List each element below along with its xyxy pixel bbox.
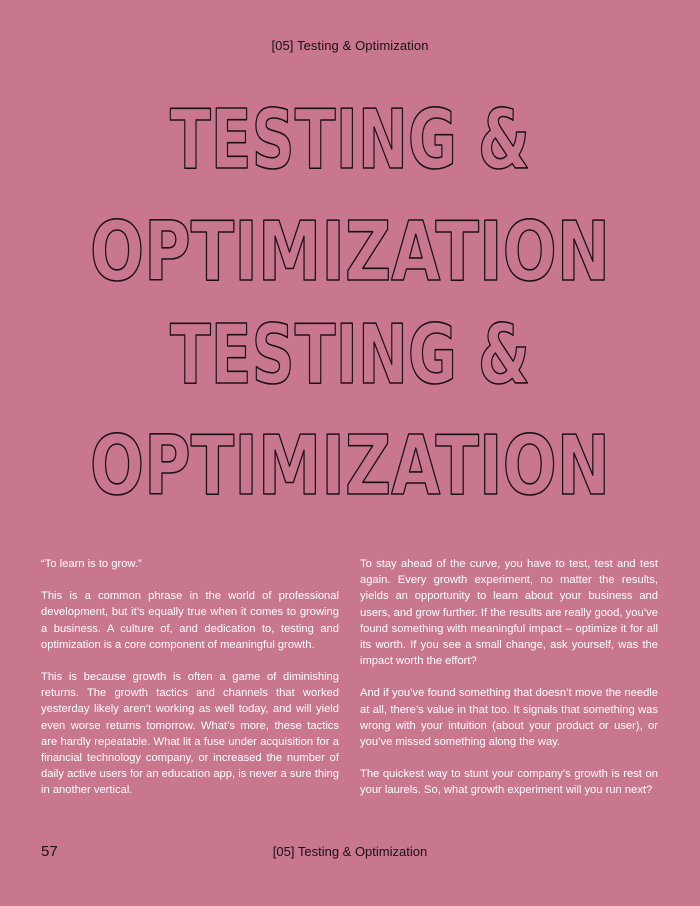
paragraph: “To learn is to grow.” [41, 558, 142, 570]
running-header: [05] Testing & Optimization [271, 38, 429, 53]
paragraph: And if you’ve found something that doesn’t move the needle at all, there’s value in that too. It signals that something was wrong with your intuition (about your product or user), or you’ve missed something along the way. [360, 687, 658, 749]
body-column-right [360, 556, 658, 815]
paragraph: This is a common phrase in the world of professional development, but it’s equally true when it comes to growing a business. A culture of, and dedication to, testing and optimization is a core component of meaningful growth. [41, 590, 339, 651]
hero-line-1: TESTING & [170, 93, 530, 188]
hero-line-3: TESTING & [170, 308, 530, 403]
paragraph: The quickest way to stunt your company’s growth is rest on your laurels. So, what growth experiment will you run next? [360, 768, 658, 797]
footer-section-title: [05] Testing & Optimization [272, 844, 428, 859]
hero-title-svg [0, 86, 700, 506]
paragraph: This is because growth is often a game of diminishing returns. The growth tactics and channels that worked yesterday likely aren’t working as well today, and will yield even worse returns tomorrow. What’s more, these tactics are hardly repeatable. What lit a fuse under acquisition for a financial technology company, or increased the number of daily active users for an education app, is never a sure thing in another vertical. [41, 671, 339, 797]
hero-line-4: OPTIMIZATION [90, 419, 610, 506]
hero-line-2: OPTIMIZATION [90, 205, 610, 300]
body-column-left [41, 556, 339, 815]
hero-title [0, 86, 700, 506]
page-number: 57 [41, 843, 58, 860]
paragraph: To stay ahead of the curve, you have to test, test and test again. Every growth experiment, no matter the results, yields an opportunity to learn about your business and users, and grow further. If the results are really good, you’ve found something with meaningful impact – optimize it for all its worth. If you see a small change, ask yourself, was the impact worth the effort? [360, 558, 658, 668]
